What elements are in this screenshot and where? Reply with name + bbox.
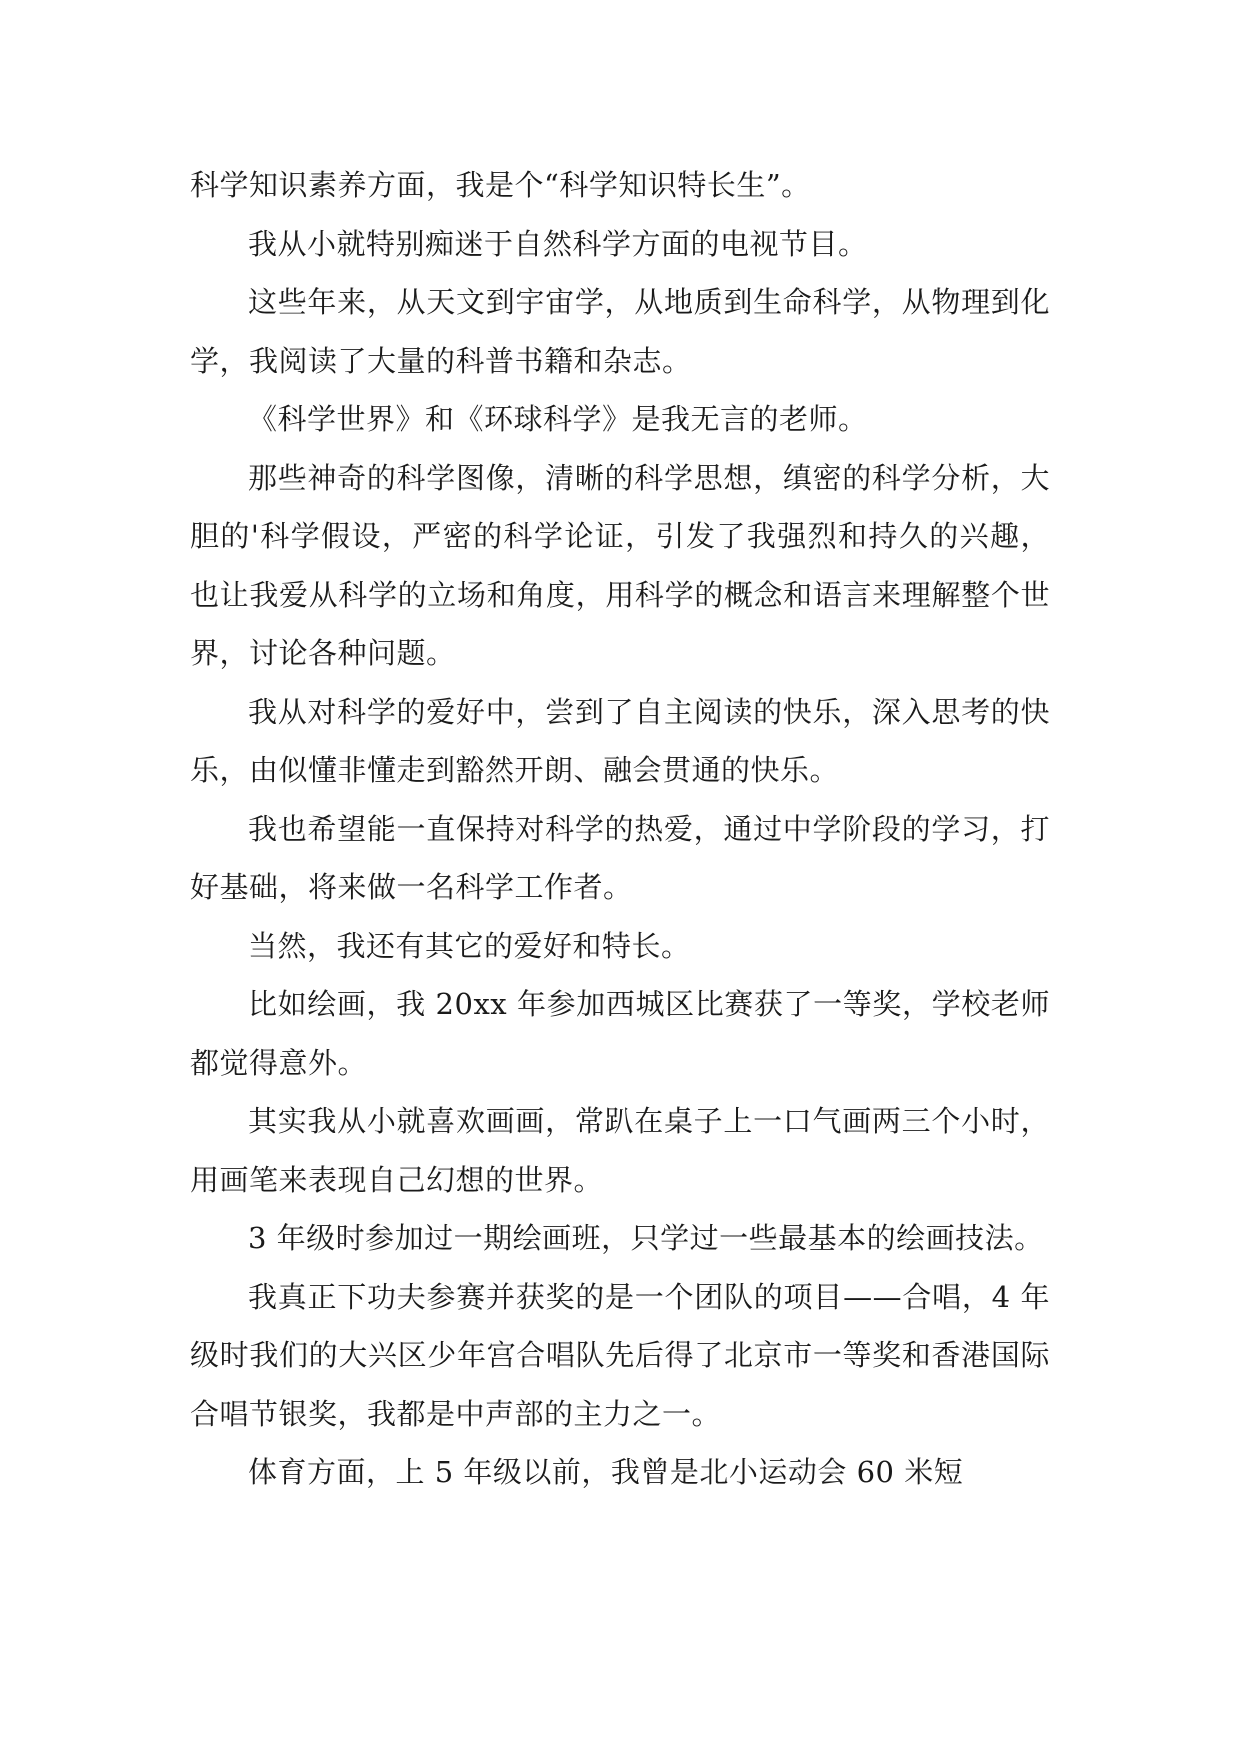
paragraph: 比如绘画，我 20xx 年参加西城区比赛获了一等奖，学校老师都觉得意外。: [190, 987, 1050, 1080]
paragraph: 那些神奇的科学图像，清晰的科学思想，缜密的科学分析，大胆的'科学假设，严密的科学论证，引发了我强烈和持久的兴趣，也让我爱从科学的立场和角度，用科学的概念和语言来理解整个世界，讨论各种问题。: [190, 460, 1050, 670]
paragraph: 科学知识素养方面，我是个“科学知识特长生”。: [190, 168, 811, 202]
paragraph: 当然，我还有其它的爱好和特长。: [248, 928, 691, 963]
paragraph: 我从对科学的爱好中，尝到了自主阅读的快乐，深入思考的快乐，由似懂非懂走到豁然开朗、融会贯通的快乐。: [190, 694, 1050, 787]
paragraph: 体育方面，上 5 年级以前，我曾是北小运动会 60 米短: [248, 1455, 964, 1489]
paragraph: 我真正下功夫参赛并获奖的是一个团队的项目——合唱，4 年级时我们的大兴区少年宫合唱队先后得了北京市一等奖和香港国际合唱节银奖，我都是中声部的主力之一。: [190, 1279, 1050, 1431]
paragraph: 《科学世界》和《环球科学》是我无言的老师。: [248, 402, 868, 436]
paragraph: 我从小就特别痴迷于自然科学方面的电视节目。: [248, 226, 868, 261]
paragraph: 这些年来，从天文到宇宙学，从地质到生命科学，从物理到化学，我阅读了大量的科普书籍和杂志。: [190, 285, 1050, 378]
body-text: [190, 156, 1050, 1502]
paragraph: 3 年级时参加过一期绘画班，只学过一些最基本的绘画技法。: [248, 1221, 1044, 1255]
paragraph: 其实我从小就喜欢画画，常趴在桌子上一口气画两三个小时，用画笔来表现自己幻想的世界。: [190, 1104, 1050, 1197]
paragraph: 我也希望能一直保持对科学的热爱，通过中学阶段的学习，打好基础，将来做一名科学工作者。: [190, 811, 1050, 904]
